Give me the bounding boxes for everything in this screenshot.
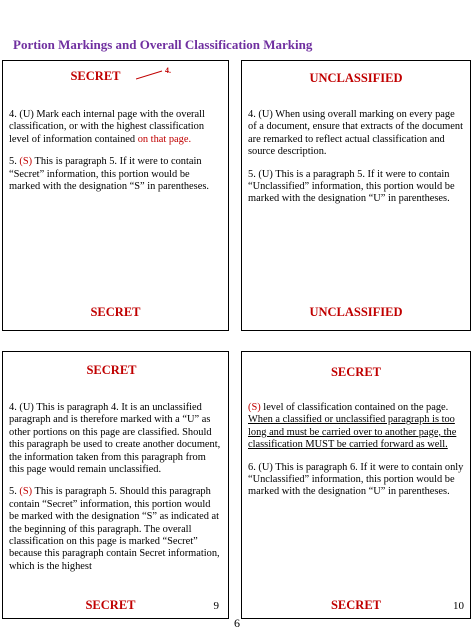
panel-body	[248, 109, 464, 216]
page-panel-secret-9	[2, 351, 229, 619]
page-number: 10	[453, 600, 464, 612]
page-panel-unclassified	[241, 60, 471, 331]
top-classification-marking: SECRET	[70, 69, 121, 83]
page-panel-secret-1	[2, 60, 229, 331]
paragraph-5: 5. (S) This is paragraph 5. Should this paragraph contain “Secret” information, this portion would be marked with the designation “S” as indicated at the beginning of this paragraph. The overall classification on this page is marked “Secret” because this paragraph contain Secret information, which is the highest	[9, 486, 220, 572]
bottom-classification-marking: UNCLASSIFIED	[309, 305, 403, 319]
paragraph-5: 5. (S) This is paragraph 5. If it were to contain “Secret” information, this portion would be marked with the designation “S” in parentheses.	[9, 156, 209, 193]
bottom-classification-marking: SECRET	[90, 305, 141, 319]
footer-page-number: 6	[234, 616, 240, 630]
top-classification-marking: UNCLASSIFIED	[309, 71, 403, 85]
portion-marking-s: (S)	[248, 402, 261, 413]
panel-body	[248, 402, 464, 509]
marker-label: 4.	[165, 66, 171, 75]
continued-paragraph: (S) level of classification contained on the page. When a classified or unclassified paragraph is too long and must be carried over to another page, the classification MUST be carried forward as well.	[248, 402, 457, 451]
top-classification-marking: SECRET	[330, 365, 382, 379]
panel-body	[9, 109, 222, 203]
portion-marking-s: (S)	[19, 156, 33, 168]
bottom-classification-marking: SECRET	[330, 598, 382, 612]
slide-title: Portion Markings and Overall Classification Marking	[13, 37, 313, 52]
panel-body	[9, 402, 222, 583]
page-number: 9	[213, 600, 219, 612]
paragraph-4: 4. (U) Mark each internal page with the overall classification, or with the highest classification level of information contained on that page.	[9, 109, 205, 145]
top-classification-marking: SECRET	[86, 363, 137, 377]
paragraph-6: 6. (U) This is paragraph 6. If it were to contain only “Unclassified” information, this portion would be marked with the designation “U” in parentheses.	[248, 461, 464, 498]
paragraph-4: 4. (U) When using overall marking on every page of a document, ensure that extracts of the document are remarked to reflect actual classification and source description.	[248, 109, 463, 158]
marker-pointer-line	[136, 67, 166, 81]
portion-marking-s: (S)	[19, 486, 33, 498]
page-panel-secret-10	[241, 351, 471, 619]
paragraph-5: 5. (U) This is a paragraph 5. If it were to contain “Unclassified” information, this portion would be marked with the designation “U” in parentheses.	[248, 168, 455, 205]
paragraph-4: 4. (U) This is paragraph 4. It is an unclassified paragraph and is therefore marked with a “U” as other portions on this page are classified. Should this paragraph be used to create another document, the information taken from this paragraph from this page would remain unclassified.	[9, 402, 221, 476]
bottom-classification-marking: SECRET	[85, 598, 136, 612]
